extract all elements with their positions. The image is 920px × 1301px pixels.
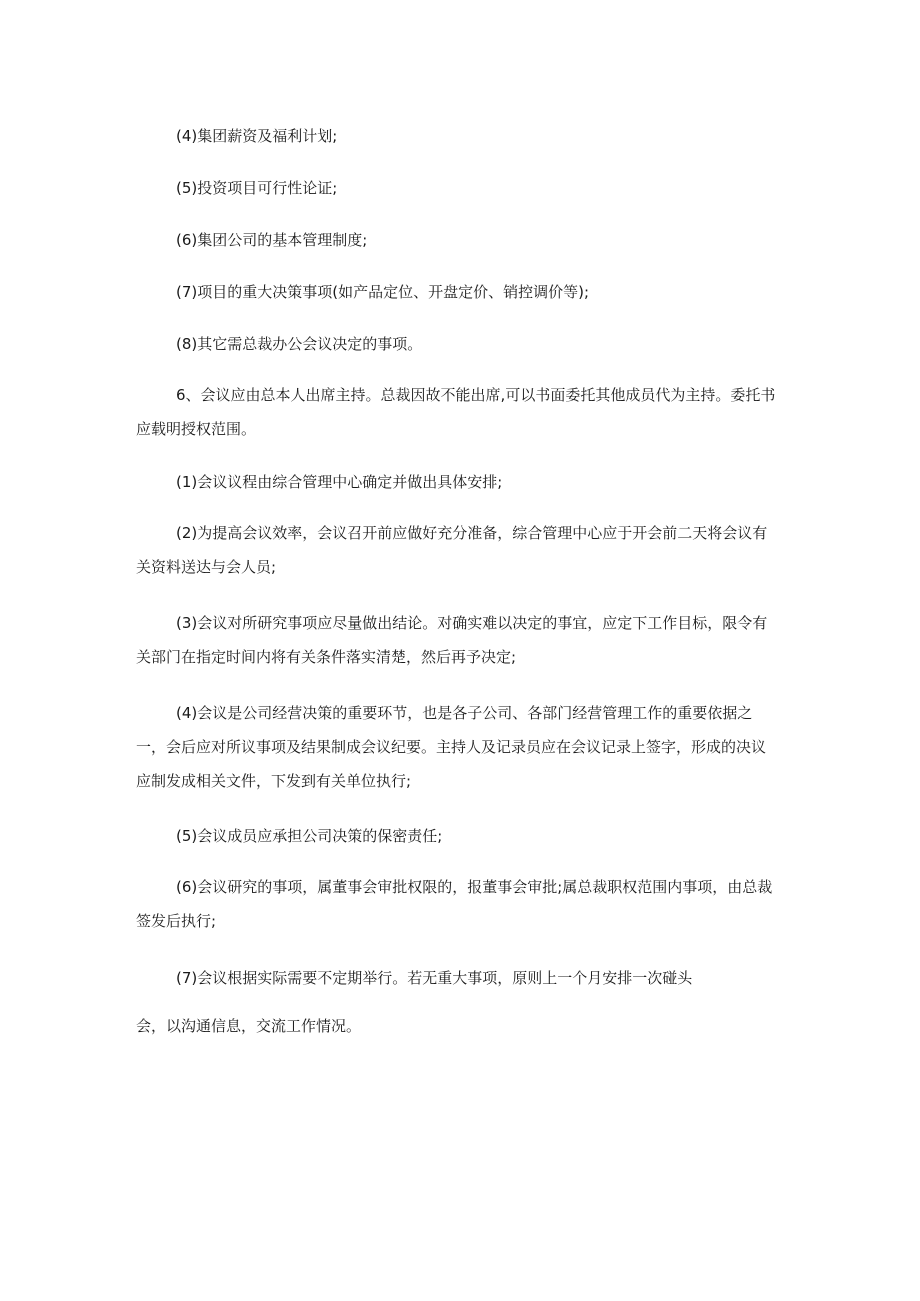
list-item: (2)为提高会议效率，会议召开前应做好充分准备，综合管理中心应于开会前二天将会议有关资料送达与会人员; bbox=[136, 524, 768, 576]
list-item: (1)会议议程由综合管理中心确定并做出具体安排; bbox=[176, 473, 503, 491]
list-item: (3)会议对所研究事项应尽量做出结论。对确实难以决定的事宜，应定下工作目标，限令有关部门在指定时间内将有关条件落实清楚，然后再予决定; bbox=[136, 614, 768, 666]
list-item: (8)其它需总裁办公会议决定的事项。 bbox=[176, 335, 423, 353]
list-item: (6)会议研究的事项，属董事会审批权限的，报董事会审批;属总裁职权范围内事项，由总裁签发后执行; bbox=[136, 878, 773, 930]
list-item: (4)集团薪资及福利计划; bbox=[176, 127, 338, 145]
list-item: (5)会议成员应承担公司决策的保密责任; bbox=[176, 827, 443, 845]
list-item: (7)会议根据实际需要不定期举行。若无重大事项，原则上一个月安排一次碰头 bbox=[176, 969, 693, 987]
list-item: (6)集团公司的基本管理制度; bbox=[176, 231, 368, 249]
list-item: (5)投资项目可行性论证; bbox=[176, 179, 338, 197]
list-item: (7)项目的重大决策事项(如产品定位、开盘定价、销控调价等); bbox=[176, 283, 590, 301]
list-item-continuation: 会，以沟通信息，交流工作情况。 bbox=[136, 1017, 362, 1035]
section-6-paragraph: 6、会议应由总本人出席主持。总裁因故不能出席,可以书面委托其他成员代为主持。委托书应载明授权范围。 bbox=[136, 386, 776, 438]
list-item: (4)会议是公司经营决策的重要环节，也是各子公司、各部门经营管理工作的重要依据之一，会后应对所议事项及结果制成会议纪要。主持人及记录员应在会议记录上签字，形成的决议应制发成相关文件，下发到有关单位执行; bbox=[136, 704, 767, 790]
